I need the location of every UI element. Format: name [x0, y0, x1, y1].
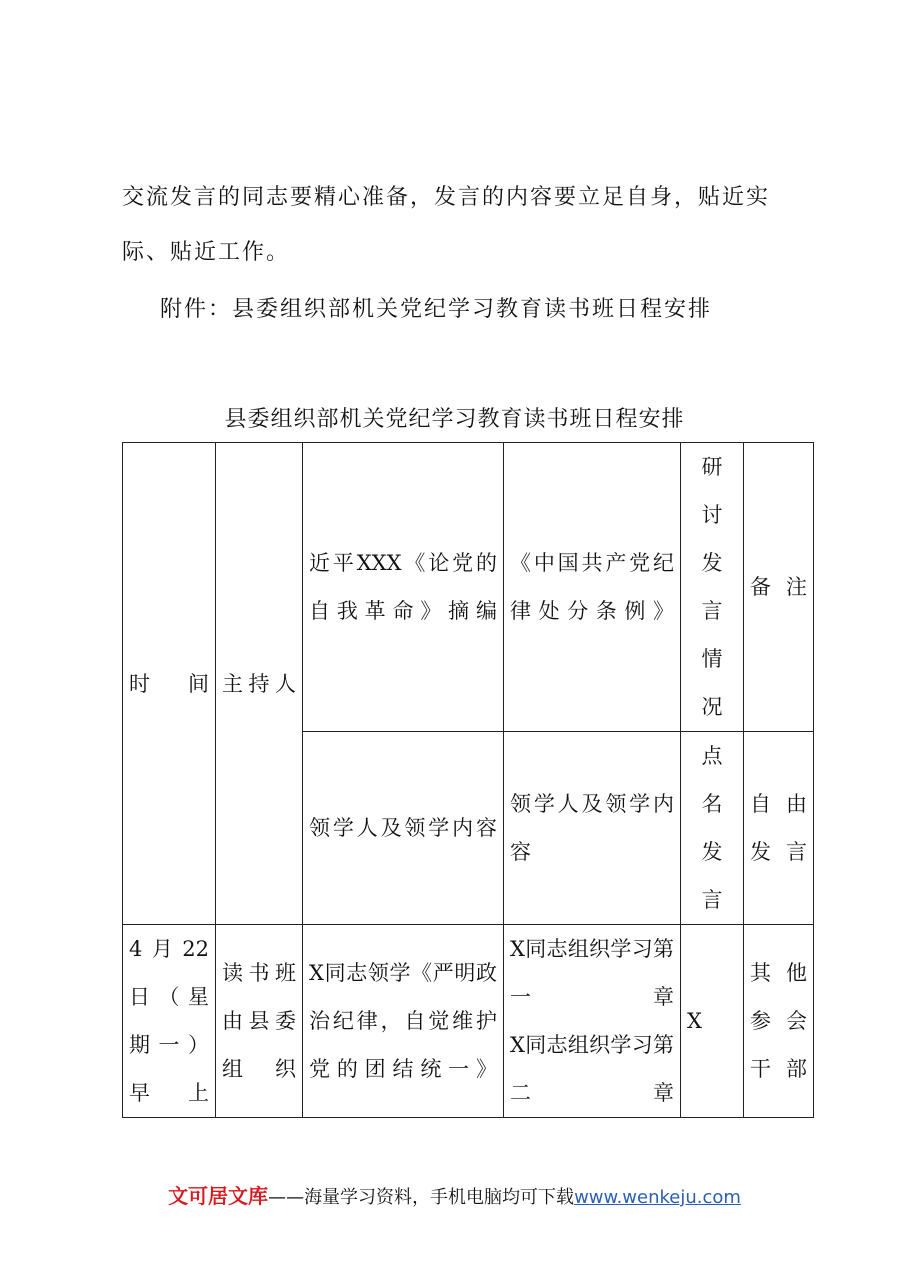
header-named-speech-text: 点名发言: [701, 744, 723, 912]
header-named-speech: [681, 732, 744, 925]
header-book-2: 《中国共产党纪律处分条例》: [504, 443, 681, 732]
header-lead-2: 领学人及领学内容: [504, 732, 681, 925]
cell-book-2-chapter-2: X同志组织学习第二章: [510, 1033, 674, 1105]
cell-named-speech: X: [681, 925, 744, 1118]
table-title: 县委组织部机关党纪学习教育读书班日程安排: [224, 407, 685, 432]
header-discussion: [681, 443, 744, 732]
cell-time: 4月22日（星期一）早上: [123, 925, 216, 1118]
cell-book-1: X同志领学《严明政治纪律，自觉维护党的团结统一》: [303, 925, 504, 1118]
header-book-1: 近平XXX《论党的自我革命》摘编: [303, 443, 504, 732]
footer-tagline: 海量学习资料，手机电脑均可下载: [304, 1187, 575, 1208]
footer-url-link[interactable]: www.wenkeju.com: [574, 1187, 741, 1208]
footer-dash: ——: [268, 1187, 305, 1208]
header-host: 主持人: [216, 443, 303, 925]
table-row: [123, 925, 814, 1118]
body-paragraph-line-2: 际、贴近工作。: [122, 240, 291, 265]
cell-book-2: [504, 925, 681, 1118]
cell-free-speech: 其他参会干部: [744, 925, 814, 1118]
brand-name: 文可居文库: [168, 1184, 269, 1208]
cell-host: 读书班由县委组织: [216, 925, 303, 1118]
schedule-table: [122, 442, 814, 1118]
body-paragraph-line-1: 交流发言的同志要精心准备，发言的内容要立足自身，贴近实: [122, 185, 771, 210]
table-header-row: [123, 443, 814, 732]
header-free-speech: 自由发言: [744, 732, 814, 925]
header-lead-1: 领学人及领学内容: [303, 732, 504, 925]
header-remarks: 备注: [744, 443, 814, 732]
cell-book-2-chapter-1: X同志组织学习第一章: [510, 937, 674, 1009]
attachment-line: 附件：县委组织部机关党纪学习教育读书班日程安排: [160, 297, 713, 322]
header-discussion-text: 研讨发言情况: [701, 455, 723, 719]
footer-banner: [0, 1180, 909, 1209]
header-time: 时间: [123, 443, 216, 925]
